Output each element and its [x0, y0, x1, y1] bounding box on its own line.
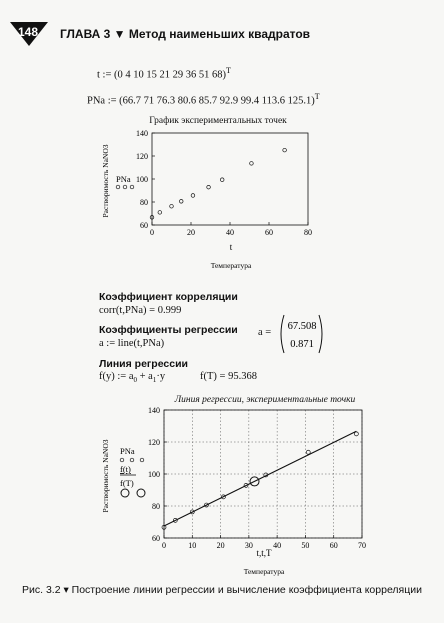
- x-tick-label: 60: [329, 541, 338, 550]
- regline-plus: + a: [137, 371, 153, 382]
- y-tick-label: 100: [148, 470, 160, 479]
- left-paren: [281, 315, 284, 353]
- legend-marker-large: [121, 489, 129, 497]
- chart1-xlabel2: Температура: [210, 261, 252, 270]
- regression-a-label: a =: [258, 327, 272, 338]
- chart2-legend-fT: f(T): [120, 478, 134, 488]
- regline-sub0: 0: [133, 376, 137, 385]
- correlation-heading: Коэффициент корреляции: [99, 291, 238, 303]
- pna-vector: PNa := (66.7 71 76.3 80.6 85.7 92.9 99.4 113.6 125.1): [87, 95, 315, 107]
- y-tick-label: 120: [148, 438, 160, 447]
- legend-marker: [120, 458, 124, 462]
- data-point: [158, 211, 162, 215]
- y-tick-label: 80: [152, 502, 160, 511]
- x-tick-label: 20: [187, 228, 195, 237]
- data-point: [191, 194, 195, 198]
- legend-marker: [130, 458, 134, 462]
- right-paren: [319, 315, 322, 353]
- pna-definition: [87, 92, 320, 107]
- chart1-ylabel: Растворимость NaNO3: [101, 144, 110, 218]
- data-point: [220, 178, 224, 182]
- chart2-ylabel: Растворимость NaNO3: [101, 439, 110, 513]
- regression-line: [164, 431, 356, 526]
- x-tick-label: 50: [301, 541, 310, 550]
- x-tick-label: 80: [304, 228, 312, 237]
- y-tick-label: 60: [152, 534, 160, 543]
- legend-marker: [140, 458, 144, 462]
- x-tick-label: 0: [150, 228, 154, 237]
- chart2-xlabel: t,t,T: [256, 548, 272, 558]
- chart1-xlabel: t: [229, 242, 233, 252]
- chart1-title: График экспериментальных точек: [149, 116, 287, 126]
- chart1-legend-label: PNa: [116, 174, 131, 184]
- x-tick-label: 70: [358, 541, 366, 550]
- data-point: [170, 204, 174, 208]
- figure-caption: Рис. 3.2 ▾ Построение линии регрессии и вычисление коэффициента корреляции: [22, 584, 422, 596]
- x-tick-label: 40: [226, 228, 234, 237]
- regline-formula: [99, 371, 165, 384]
- regline-heading: Линия регрессии: [99, 358, 188, 370]
- regline-sub1: 1: [152, 376, 157, 385]
- y-tick-label: 100: [136, 175, 148, 184]
- x-tick-label: 40: [273, 541, 282, 550]
- legend-marker: [123, 185, 127, 189]
- x-tick-label: 10: [188, 541, 197, 550]
- data-point: [207, 185, 211, 189]
- t-vector: t := (0 4 10 15 21 29 36 51 68): [97, 69, 226, 81]
- t-transpose: T: [226, 66, 231, 75]
- chart2-title: Линия регрессии, экспериментальные точки: [174, 395, 356, 405]
- regression-heading: Коэффициенты регрессии: [99, 324, 238, 336]
- chart2-xlabel2: Температура: [243, 567, 285, 576]
- t-definition: [97, 66, 231, 81]
- data-point: [250, 162, 254, 166]
- x-tick-label: 20: [216, 541, 225, 550]
- y-tick-label: 60: [140, 221, 148, 230]
- regline-y: ·y: [156, 371, 166, 382]
- pna-transpose: T: [314, 92, 320, 101]
- data-point: [306, 450, 310, 454]
- chart1-scatter: [100, 126, 330, 274]
- x-tick-label: 0: [162, 541, 166, 550]
- y-tick-label: 120: [136, 152, 148, 161]
- data-point: [283, 148, 287, 152]
- data-point: [354, 432, 358, 436]
- legend-marker-large: [137, 489, 145, 497]
- x-tick-label: 60: [265, 228, 273, 237]
- regression-vector: [277, 313, 327, 355]
- correlation-formula: corr(t,PNa) = 0.999: [99, 305, 182, 316]
- coef-a0: 67.508: [287, 321, 317, 332]
- data-point: [179, 200, 183, 204]
- page-number: 148: [17, 25, 39, 39]
- chapter-title: ГЛАВА 3 ▼ Метод наименьших квадратов: [60, 27, 311, 41]
- legend-marker: [116, 185, 120, 189]
- page-header: [0, 0, 444, 50]
- regline-f: f(y) := a: [99, 371, 134, 382]
- chart2-legend-pna: PNa: [120, 446, 135, 456]
- chart2-legend-ft: f(t): [120, 464, 131, 474]
- y-tick-label: 140: [136, 129, 148, 138]
- y-tick-label: 140: [148, 406, 160, 415]
- x-tick-label: 30: [244, 541, 253, 550]
- regression-formula: a := line(t,PNa): [99, 338, 165, 349]
- y-tick-label: 80: [140, 198, 148, 207]
- regline-fT: f(T) = 95.368: [200, 371, 257, 382]
- plot-frame: [152, 133, 308, 225]
- coef-a1: 0.871: [290, 339, 314, 350]
- legend-marker: [130, 185, 134, 189]
- chart2-regression: [100, 404, 376, 584]
